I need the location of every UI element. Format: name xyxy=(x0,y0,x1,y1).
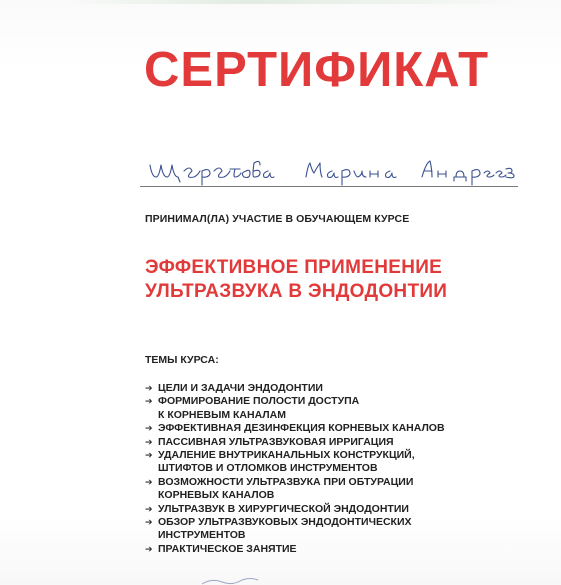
topic-item xyxy=(145,449,445,476)
arrow-right-icon: ➔ xyxy=(145,383,153,393)
topic-text: ЭФФЕКТИВНАЯ ДЕЗИНФЕКЦИЯ КОРНЕВЫХ КАНАЛОВ xyxy=(158,422,445,435)
topic-text-continuation: ИНСТРУМЕНТОВ xyxy=(158,529,246,542)
topic-text: УЛЬТРАЗВУК В ХИРУРГИЧЕСКОЙ ЭНДОДОНТИИ xyxy=(158,502,409,515)
course-title-line-1: ЭФФЕКТИВНОЕ ПРИМЕНЕНИЕ xyxy=(145,257,443,278)
topic-text: ПАССИВНАЯ УЛЬТРАЗВУКОВАЯ ИРРИГАЦИЯ xyxy=(158,435,394,448)
signature-underline xyxy=(140,186,518,187)
course-title-line-2: УЛЬТРАЗВУКА В ЭНДОДОНТИИ xyxy=(145,281,448,302)
participation-text: ПРИНИМАЛ(ЛА) УЧАСТИЕ В ОБУЧАЮЩЕМ КУРСЕ xyxy=(145,213,410,225)
bottom-edge-mark xyxy=(200,578,260,585)
topic-item xyxy=(145,395,445,422)
topic-text-continuation: КОРНЕВЫХ КАНАЛОВ xyxy=(158,489,275,502)
topic-item xyxy=(145,436,445,449)
topic-item xyxy=(145,422,445,435)
arrow-right-icon: ➔ xyxy=(145,476,153,487)
arrow-right-icon: ➔ xyxy=(145,396,153,407)
topic-item xyxy=(145,503,445,516)
arrow-right-icon: ➔ xyxy=(145,423,153,434)
arrow-right-icon: ➔ xyxy=(145,517,153,528)
topic-item xyxy=(145,476,445,503)
topics-list xyxy=(145,382,445,556)
topic-text: ФОРМИРОВАНИЕ ПОЛОСТИ ДОСТУПА xyxy=(158,395,360,408)
arrow-right-icon: ➔ xyxy=(145,436,153,447)
topic-text: ВОЗМОЖНОСТИ УЛЬТРАЗВУКА ПРИ ОБТУРАЦИИ xyxy=(158,475,414,488)
topic-text-continuation: ШТИФТОВ И ОТЛОМКОВ ИНСТРУМЕНТОВ xyxy=(158,462,378,475)
topic-text: ЦЕЛИ И ЗАДАЧИ ЭНДОДОНТИИ xyxy=(158,382,323,394)
top-edge-strip xyxy=(60,0,530,4)
topic-item xyxy=(145,382,445,395)
arrow-right-icon: ➔ xyxy=(145,503,153,514)
arrow-right-icon: ➔ xyxy=(145,450,153,461)
topics-heading: ТЕМЫ КУРСА: xyxy=(145,354,219,366)
arrow-right-icon: ➔ xyxy=(145,543,153,554)
topic-text: ПРАКТИЧЕСКОЕ ЗАНЯТИЕ xyxy=(158,542,297,555)
course-title xyxy=(145,256,447,304)
topic-text: ОБЗОР УЛЬТРАЗВУКОВЫХ ЭНДОДОНТИЧЕСКИХ xyxy=(158,516,412,529)
topic-text-continuation: К КОРНЕВЫМ КАНАЛАМ xyxy=(158,408,286,421)
topic-item xyxy=(145,543,445,556)
topic-item xyxy=(145,516,445,543)
certificate-title: СЕРТИФИКАТ xyxy=(144,43,490,97)
topic-text: УДАЛЕНИЕ ВНУТРИКАНАЛЬНЫХ КОНСТРУКЦИЙ, xyxy=(158,449,415,462)
